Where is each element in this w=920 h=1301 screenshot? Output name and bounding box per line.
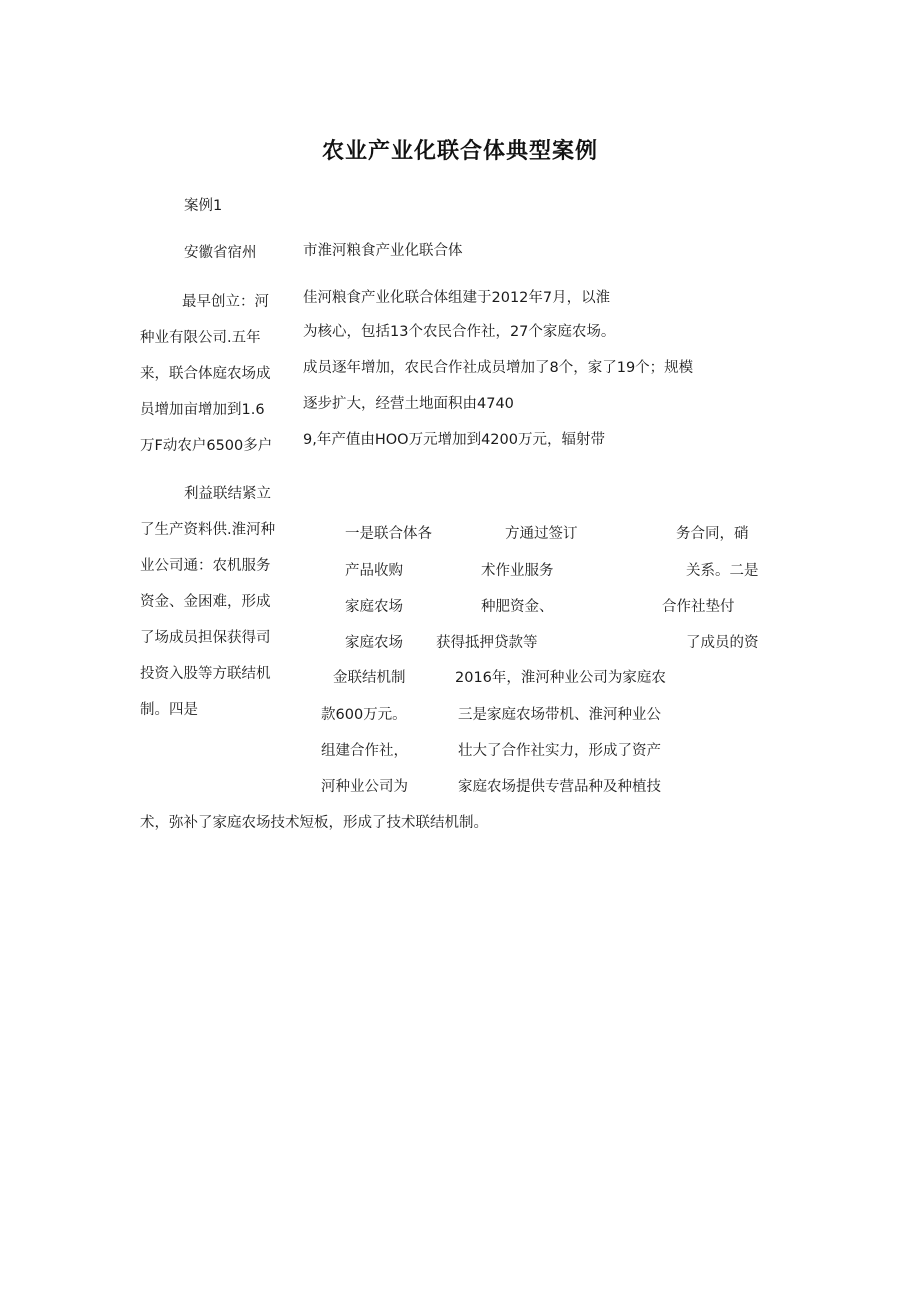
grid-cell: 产品收购 [345, 563, 403, 579]
left-col1-line: 最早创立：河 [182, 294, 269, 310]
lower-cell: 壮大了合作社实力，形成了资产 [458, 743, 661, 759]
right-col1-line: 佳河粮食产业化联合体组建于2012年7月，以淮 [303, 290, 611, 306]
left-col1-line: 种业有限公司.五年 [140, 330, 261, 346]
heading-left: 安徽省宿州 [184, 245, 257, 261]
heading-right: 市淮河粮食产业化联合体 [303, 243, 463, 259]
left-col1-line: 员增加亩增加到1.6 [140, 402, 265, 418]
lower-cell: 2016年，淮河种业公司为家庭农 [455, 670, 666, 686]
right-col1-line: 逐步扩大，经营土地面积由4740 [303, 396, 514, 412]
grid-cell: 方通过签订 [505, 526, 578, 542]
right-col1-line: 成员逐年增加，农民合作社成员增加了8个，家了19个；规模 [303, 360, 694, 376]
left-col2-line: 制。四是 [140, 702, 198, 718]
lower-cell: 组建合作社， [321, 743, 408, 759]
lower-cell: 三是家庭农场带机、淮河种业公 [458, 707, 661, 723]
left-col2-line: 利益联结紧立 [184, 486, 271, 502]
lower-cell: 款600万元。 [321, 707, 407, 723]
lower-cell: 家庭农场提供专营品种及种植技 [458, 779, 661, 795]
right-col1-line: 9,年产值由HOO万元增加到4200万元，辐射带 [303, 432, 605, 448]
left-col2-line: 资金、金困难，形成 [140, 594, 271, 610]
grid-cell: 合作社垫付 [662, 599, 735, 615]
left-col1-line: 万F动农户6500多户 [140, 438, 273, 454]
grid-cell: 关系。二是 [686, 563, 759, 579]
grid-cell: 了成员的资 [686, 635, 759, 651]
grid-cell: 获得抵押贷款等 [436, 635, 538, 651]
grid-cell: 家庭农场 [345, 599, 403, 615]
grid-cell: 术作业服务 [481, 563, 554, 579]
document-title: 农业产业化联合体典型案例 [321, 139, 598, 164]
lower-cell: 金联结机制 [333, 670, 406, 686]
right-col1-line: 为核心，包括13个农民合作社，27个家庭农场。 [303, 324, 616, 340]
left-col2-line: 业公司通：农机服务 [140, 558, 271, 574]
lower-cell: 河种业公司为 [321, 779, 408, 795]
grid-cell: 务合同，硝 [676, 526, 749, 542]
grid-cell: 家庭农场 [345, 635, 403, 651]
grid-cell: 种肥资金、 [481, 599, 554, 615]
case-label: 案例1 [184, 198, 223, 214]
grid-cell: 一是联合体各 [345, 526, 432, 542]
left-col1-line: 来，联合体庭农场成 [140, 366, 271, 382]
left-col2-line: 了生产资料供.淮河种 [140, 522, 276, 538]
final-line: 术，弥补了家庭农场技术短板，形成了技术联结机制。 [140, 815, 488, 831]
left-col2-line: 了场成员担保获得司 [140, 630, 271, 646]
left-col2-line: 投资入股等方联结机 [140, 666, 271, 682]
